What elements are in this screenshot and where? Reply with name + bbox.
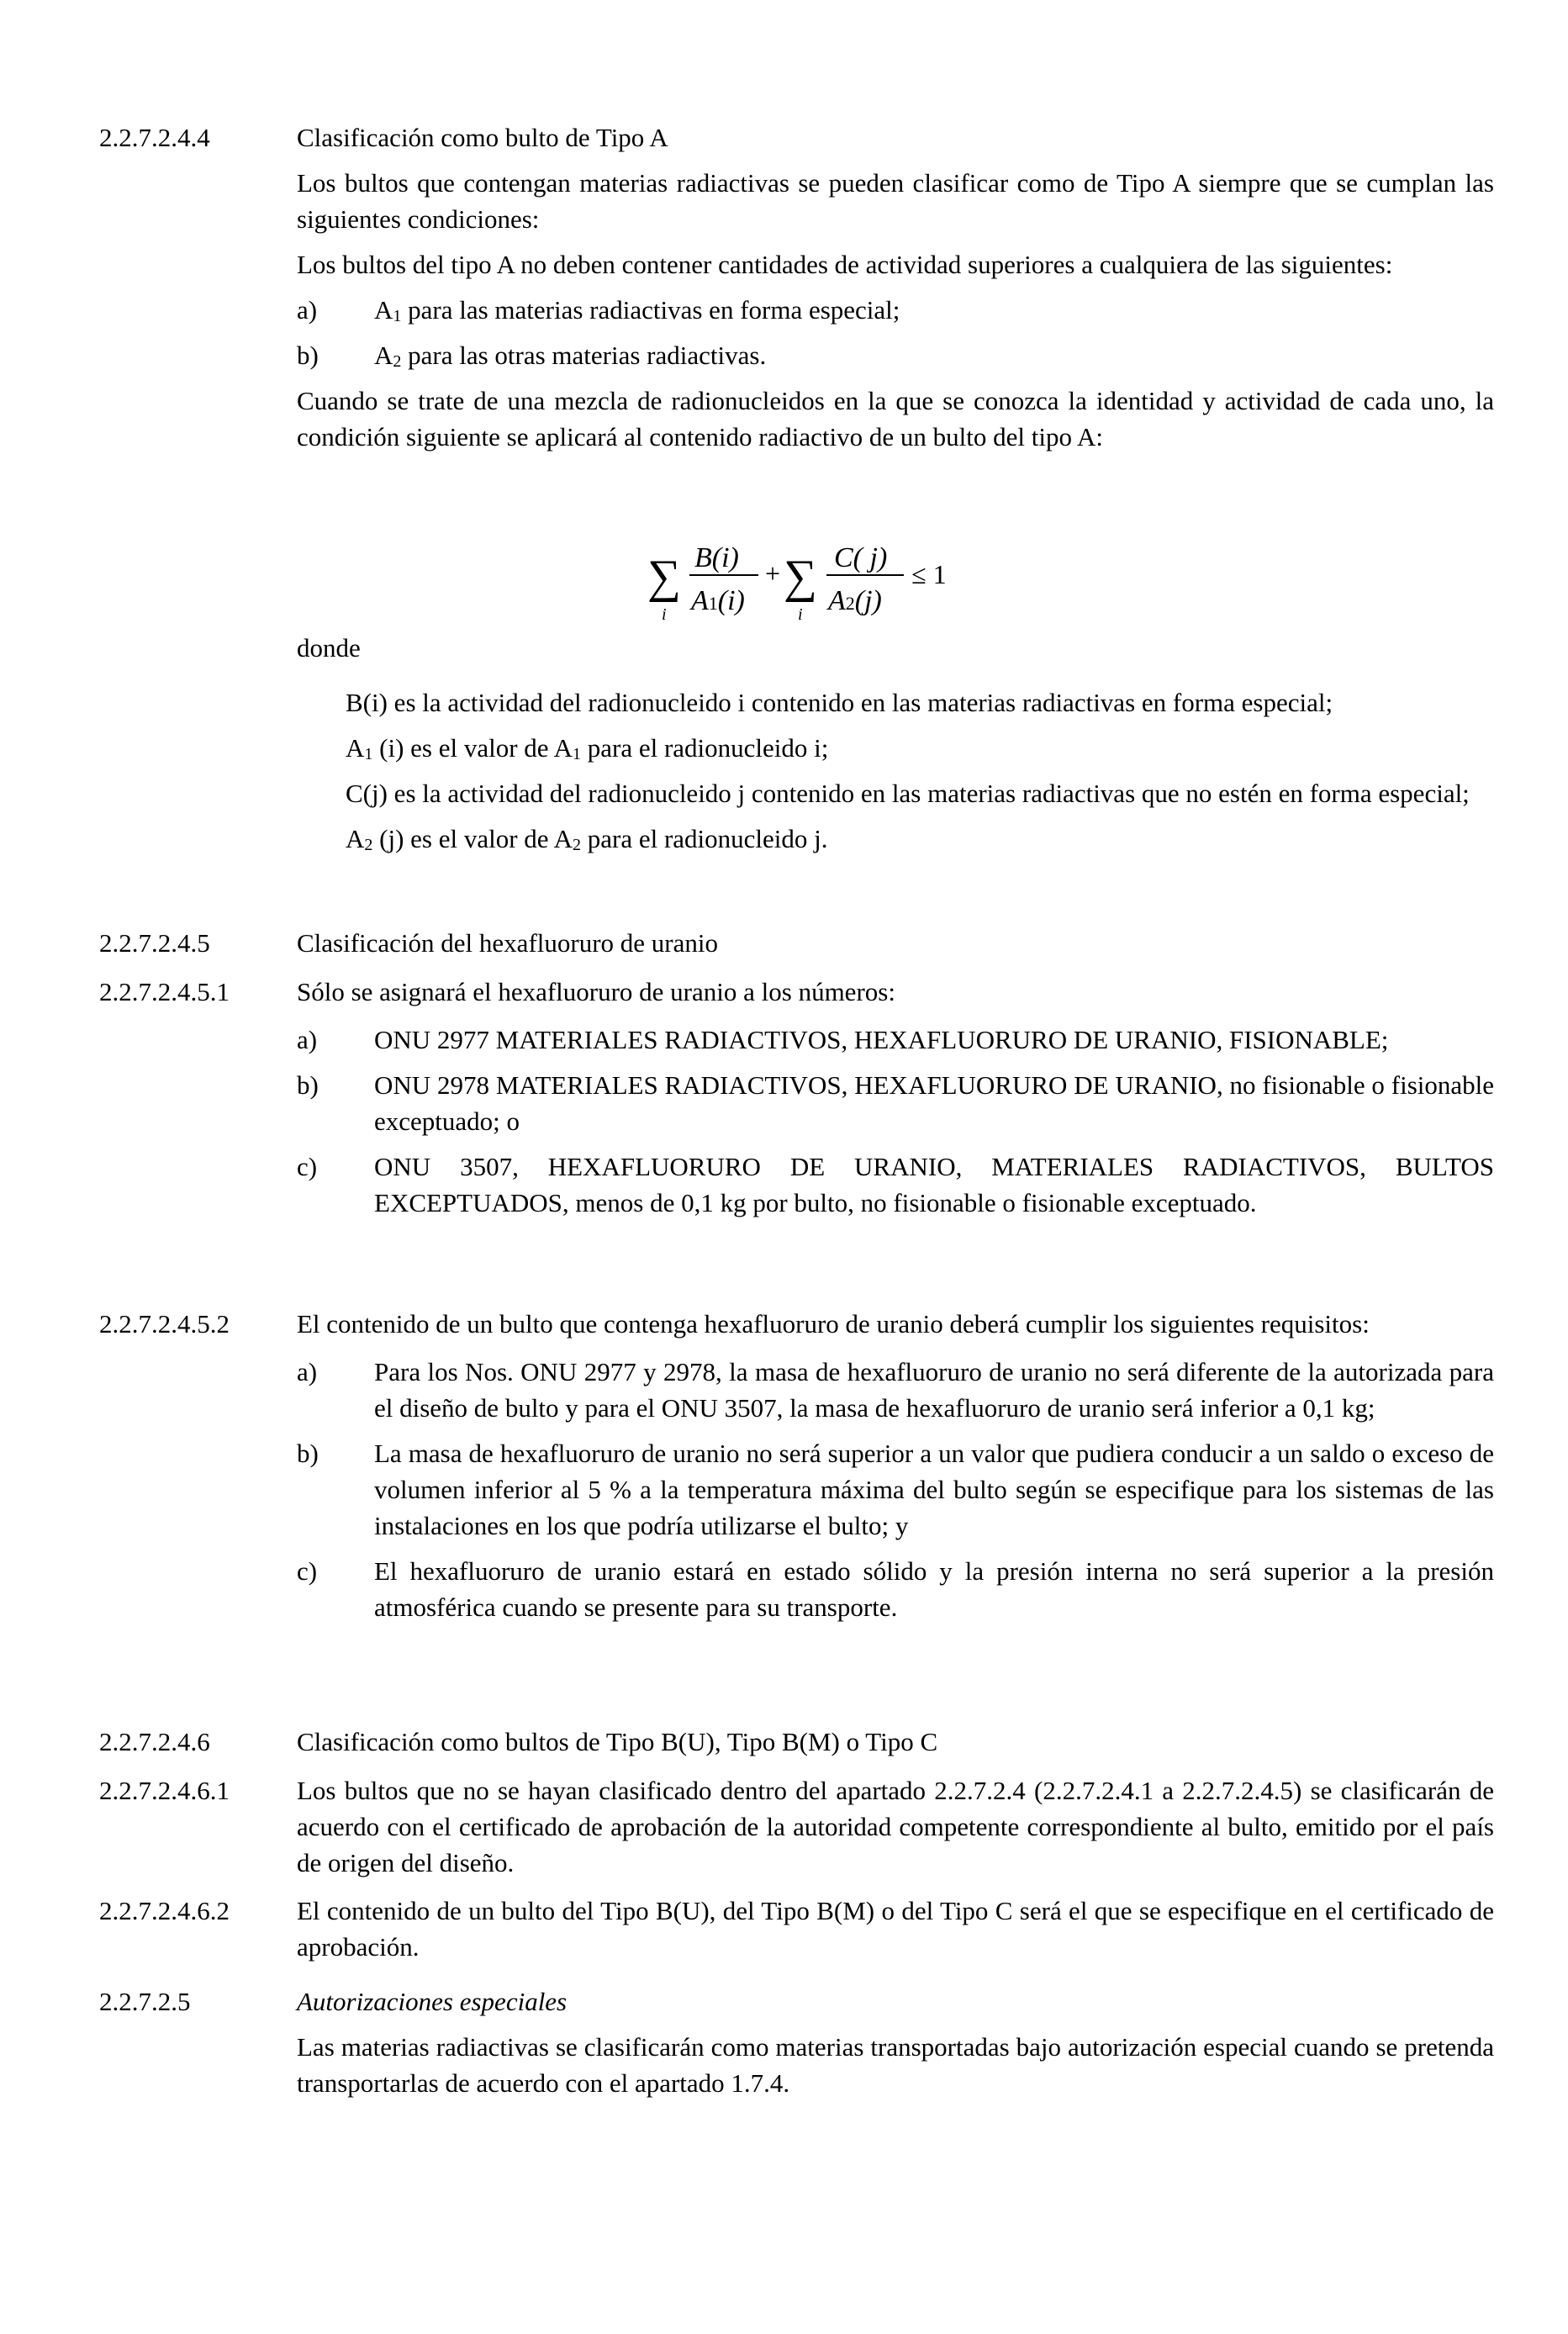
definition-item: C(j) es la actividad del radionucleido j contenido en las materias radiactivas que no estén en forma especial; [346, 779, 1470, 808]
denominator-a2: A2(j) [828, 585, 882, 616]
definitions-list [297, 684, 1494, 857]
section-number: 2.2.7.2.5 [99, 1987, 191, 2016]
section-number: 2.2.7.2.4.5.1 [99, 977, 230, 1006]
definition-item: B(i) es la actividad del radionucleido i contenido en las materias radiactivas en forma especial; [346, 688, 1333, 717]
paragraph: El contenido de un bulto que contenga hexafluoruro de uranio deberá cumplir los siguientes requisitos: [297, 1309, 1370, 1339]
list-marker: c) [297, 1556, 318, 1586]
sum-index: i [798, 605, 803, 624]
paragraph: El contenido de un bulto del Tipo B(U), del Tipo B(M) o del Tipo C será el que se especifique en el certificado de aprobación. [297, 1896, 1494, 1962]
section-2-2-7-2-4-6 [99, 1724, 1512, 1769]
plus-sign: + [765, 558, 781, 589]
denominator-a1: A1(i) [691, 585, 745, 616]
list-marker: a) [297, 295, 318, 325]
section-number: 2.2.7.2.4.6.2 [99, 1896, 230, 1925]
section-number: 2.2.7.2.4.5 [99, 928, 210, 958]
numerator-b: B(i) [694, 542, 739, 573]
section-2-2-7-2-4-5-1 [99, 974, 1512, 1230]
section-number: 2.2.7.2.4.4 [99, 123, 210, 152]
section-2-2-7-2-4-4 [99, 119, 1512, 464]
activity-formula [647, 533, 967, 638]
paragraph: Los bultos del tipo A no deben contener cantidades de actividad superiores a cualquiera de las siguientes: [297, 250, 1393, 279]
section-number: 2.2.7.2.4.6 [99, 1727, 210, 1756]
section-2-2-7-2-4-5-2 [99, 1306, 1512, 1634]
paragraph: Las materias radiactivas se clasificarán como materias transportadas bajo autorización especial cuando se pretenda transportarlas de acuerdo con el apartado 1.7.4. [297, 2032, 1494, 2098]
section-2-2-7-2-4-6-2 [99, 1893, 1512, 1974]
list-item: a) Para los Nos. ONU 2977 y 2978, la masa de hexafluoruro de uranio no será diferente de la autorizada para el diseño de bulto y para el ONU 3507, la masa de hexafluoruro de uranio será inferior a 0,1 kg; [297, 1354, 1494, 1426]
list-marker: b) [297, 1070, 319, 1100]
list-marker: b) [297, 341, 319, 370]
list-marker: b) [297, 1439, 319, 1468]
section-number: 2.2.7.2.4.5.2 [99, 1309, 230, 1339]
list-item: b) $A_2$ para las otras materias radiactivas. [297, 337, 1494, 373]
list-marker: c) [297, 1152, 318, 1181]
formula-svg [647, 533, 967, 638]
list-item: c) ONU 3507, HEXAFLUORURO DE URANIO, MATERIALES RADIACTIVOS, BULTOS EXCEPTUADOS, menos de 0,1 kg por bulto, no fisionable o fisionable exceptuado. [297, 1149, 1494, 1221]
numerator-c: C( j) [834, 542, 888, 573]
section-title: Clasificación del hexafluoruro de uranio [297, 928, 718, 958]
list-marker: a) [297, 1025, 318, 1054]
list-item: c) El hexafluoruro de uranio estará en estado sólido y la presión interna no será superior a la presión atmosférica cuando se presente para su transporte. [297, 1553, 1494, 1625]
list-item: b) La masa de hexafluoruro de uranio no será superior a un valor que pudiera conducir a un saldo o exceso de volumen inferior al 5 % a la temperatura máxima del bulto según se especifique para los sistemas de las instalaciones en los que podría utilizarse el bulto; y [297, 1435, 1494, 1544]
section-2-2-7-2-5 [99, 1983, 1512, 2110]
definition-item: $A_1$ (i) es el valor de $A_1$ para el radionucleido i; [346, 733, 829, 763]
section-title: Autorizaciones especiales [297, 1987, 568, 2016]
list-item: b) ONU 2978 MATERIALES RADIACTIVOS, HEXAFLUORURO DE URANIO, no fisionable o fisionable exceptuado; o [297, 1067, 1494, 1139]
sum-symbol: ∑ [784, 551, 817, 603]
definitions-block [99, 630, 1512, 866]
paragraph: Sólo se asignará el hexafluoruro de uranio a los números: [297, 977, 895, 1006]
list-item: a) $A_1$ para las materias radiactivas en forma especial; [297, 292, 1494, 328]
paragraph: Cuando se trate de una mezcla de radionucleidos en la que se conozca la identidad y actividad de cada uno, la condición siguiente se aplicará al contenido radiactivo de un bulto del tipo A: [297, 386, 1494, 451]
paragraph: Los bultos que no se hayan clasificado dentro del apartado 2.2.7.2.4 (2.2.7.2.4.1 a 2.2.7.2.4.5) se clasificarán de acuerdo con el certificado de aprobación de la autoridad competente correspondiente al bulto, emitido por el país de origen del diseño. [297, 1776, 1494, 1877]
list-marker: a) [297, 1357, 318, 1386]
section-number: 2.2.7.2.4.6.1 [99, 1776, 230, 1805]
list-item: a) ONU 2977 MATERIALES RADIACTIVOS, HEXAFLUORURO DE URANIO, FISIONABLE; [297, 1022, 1494, 1058]
formula-rhs: ≤ 1 [911, 559, 947, 589]
section-title: Clasificación como bultos de Tipo B(U), Tipo B(M) o Tipo C [297, 1727, 938, 1756]
sum-symbol: ∑ [647, 551, 681, 603]
paragraph: Los bultos que contengan materias radiactivas se pueden clasificar como de Tipo A siempre que se cumplan las siguientes condiciones: [297, 168, 1494, 234]
donde-label: donde [297, 633, 361, 663]
definition-item: $A_2$ (j) es el valor de $A_2$ para el radionucleido j. [346, 824, 828, 854]
section-2-2-7-2-4-5 [99, 925, 1512, 970]
sum-index: i [662, 605, 667, 624]
section-title: Clasificación como bulto de Tipo A [297, 123, 668, 152]
section-2-2-7-2-4-6-1 [99, 1772, 1512, 1890]
